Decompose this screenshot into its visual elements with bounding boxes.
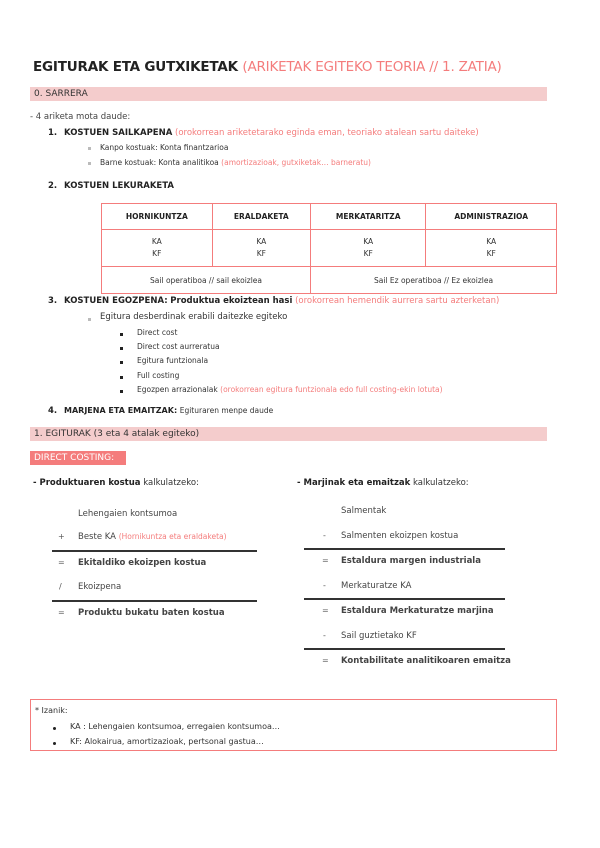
- bullet-note: (orokorrean egitura funtzionala edo full costing-ekin lotuta): [220, 385, 443, 394]
- sub-item: [100, 158, 371, 167]
- row-note: (Hornikuntza eta eraldaketa): [118, 532, 227, 541]
- ka-text: KA: [151, 237, 162, 246]
- calc-row: Merkaturatze KA: [341, 581, 412, 591]
- square-bullet-icon: [88, 318, 91, 321]
- calc-row-result: Estaldura margen industriala: [341, 556, 481, 566]
- item-rest: Produktua ekoiztean hasi: [170, 296, 293, 306]
- header-rest: kalkulatzeko:: [143, 478, 199, 488]
- operator: +: [58, 532, 65, 541]
- calc-row: Salmenten ekoizpen kostua: [341, 531, 459, 541]
- bullet-item: Direct cost aurreratua: [137, 342, 220, 351]
- kf-text: KF: [363, 249, 373, 258]
- operator: -: [323, 631, 326, 640]
- item-number: 3.: [48, 296, 58, 306]
- sub-item-text: Barne kostuak: Konta analitikoa: [100, 158, 219, 167]
- item-label: KOSTUEN EGOZPENA:: [64, 296, 168, 306]
- operator: -: [323, 531, 326, 540]
- departments-table: [101, 203, 557, 294]
- kf-text: KF: [152, 249, 162, 258]
- list-item-3: [48, 296, 499, 306]
- calc-row-result: Estaldura Merkaturatze marjina: [341, 606, 494, 616]
- sub-item: Egitura desberdinak erabili daitezke egiteko: [100, 312, 288, 322]
- item-label: KOSTUEN LEKURAKETA: [64, 181, 174, 191]
- note-item: KF: Alokairua, amortizazioak, pertsonal gastua…: [70, 737, 264, 746]
- kf-text: KF: [256, 249, 266, 258]
- operator: =: [58, 608, 65, 617]
- sum-line: [304, 598, 505, 600]
- ka-text: KA: [363, 237, 374, 246]
- right-calc-header: [297, 478, 469, 488]
- item-number: 2.: [48, 181, 58, 191]
- calc-row-result: Ekitaldiko ekoizpen kostua: [78, 558, 207, 568]
- operator: =: [322, 656, 329, 665]
- table-header: ADMINISTRAZIOA: [426, 204, 557, 230]
- bullet-item: Full costing: [137, 371, 180, 380]
- table-cell: [311, 230, 426, 267]
- table-cell-non-operative: Sail Ez operatiboa // Ez ekoizlea: [311, 267, 557, 294]
- operator: /: [59, 582, 62, 591]
- ka-text: KA: [256, 237, 267, 246]
- sub-item: Kanpo kostuak: Konta finantzarioa: [100, 143, 229, 152]
- calc-row: Lehengaien kontsumoa: [78, 509, 178, 519]
- calc-row: [78, 532, 227, 542]
- table-header: MERKATARITZA: [311, 204, 426, 230]
- ka-text: KA: [486, 237, 497, 246]
- operator: -: [323, 581, 326, 590]
- bullet-icon: [120, 390, 123, 393]
- operator: =: [58, 558, 65, 567]
- operator: =: [322, 556, 329, 565]
- operator: =: [322, 606, 329, 615]
- bullet-icon: [120, 333, 123, 336]
- header-bold: - Produktuaren kostua: [33, 478, 141, 488]
- item-number: 1.: [48, 128, 58, 138]
- table-cell: [102, 230, 213, 267]
- bullet-icon: [120, 361, 123, 364]
- sub-item-note: (amortizazioak, gutxiketak… barneratu): [221, 158, 371, 167]
- kf-text: KF: [486, 249, 496, 258]
- sum-line: [52, 550, 257, 552]
- bullet-icon: [120, 376, 123, 379]
- calc-row-result: Produktu bukatu baten kostua: [78, 608, 225, 618]
- note-head: * Izanik:: [35, 706, 68, 715]
- header-rest: kalkulatzeko:: [413, 478, 469, 488]
- left-calc-header: [33, 478, 199, 488]
- table-header: HORNIKUNTZA: [102, 204, 213, 230]
- sum-line: [52, 600, 257, 602]
- section-header-sarrera: 0. SARRERA: [30, 87, 547, 101]
- square-bullet-icon: [88, 147, 91, 150]
- bullet-text: Egozpen arrazionalak: [137, 385, 218, 394]
- item-rest: Egituraren menpe daude: [179, 406, 274, 415]
- calc-row: Ekoizpena: [78, 582, 122, 592]
- list-item-1: [48, 128, 479, 138]
- table-cell: [212, 230, 310, 267]
- item-label: MARJENA ETA EMAITZAK:: [64, 406, 178, 415]
- bullet-item: [137, 385, 443, 394]
- direct-costing-tag: DIRECT COSTING:: [30, 451, 126, 465]
- header-bold: - Marjinak eta emaitzak: [297, 478, 411, 488]
- bullet-item: Egitura funtzionala: [137, 356, 209, 365]
- calc-row-result: Kontabilitate analitikoaren emaitza: [341, 656, 511, 666]
- item-note: (orokorrean hemendik aurrera sartu azterketan): [295, 296, 500, 306]
- title-main: EGITURAK ETA GUTXIKETAK: [33, 59, 238, 75]
- table-cell: [426, 230, 557, 267]
- row-text: Beste KA: [78, 532, 116, 542]
- table-cell-operative: Sail operatiboa // sail ekoizlea: [102, 267, 311, 294]
- bullet-icon: [53, 727, 56, 730]
- bullet-icon: [53, 742, 56, 745]
- item-number: 4.: [48, 406, 58, 416]
- calc-row: Sail guztietako KF: [341, 631, 417, 641]
- list-item-2: [48, 181, 174, 191]
- square-bullet-icon: [88, 162, 91, 165]
- note-item: KA : Lehengaien kontsumoa, erregaien kontsumoa…: [70, 722, 280, 731]
- sum-line: [304, 548, 505, 550]
- bullet-icon: [120, 347, 123, 350]
- table-header: ERALDAKETA: [212, 204, 310, 230]
- item-label: KOSTUEN SAILKAPENA: [64, 128, 173, 138]
- section-header-egiturak: 1. EGITURAK (3 eta 4 atalak egiteko): [30, 427, 547, 441]
- title-sub: (ARIKETAK EGITEKO TEORIA // 1. ZATIA): [242, 59, 502, 75]
- page-title: [33, 59, 502, 75]
- sum-line: [304, 648, 505, 650]
- item-note: (orokorrean ariketetarako eginda eman, teoriako atalean sartu daiteke): [175, 128, 479, 138]
- list-item-4: [48, 406, 273, 416]
- intro-text: - 4 ariketa mota daude:: [30, 112, 131, 122]
- bullet-item: Direct cost: [137, 328, 178, 337]
- calc-row: Salmentak: [341, 506, 387, 516]
